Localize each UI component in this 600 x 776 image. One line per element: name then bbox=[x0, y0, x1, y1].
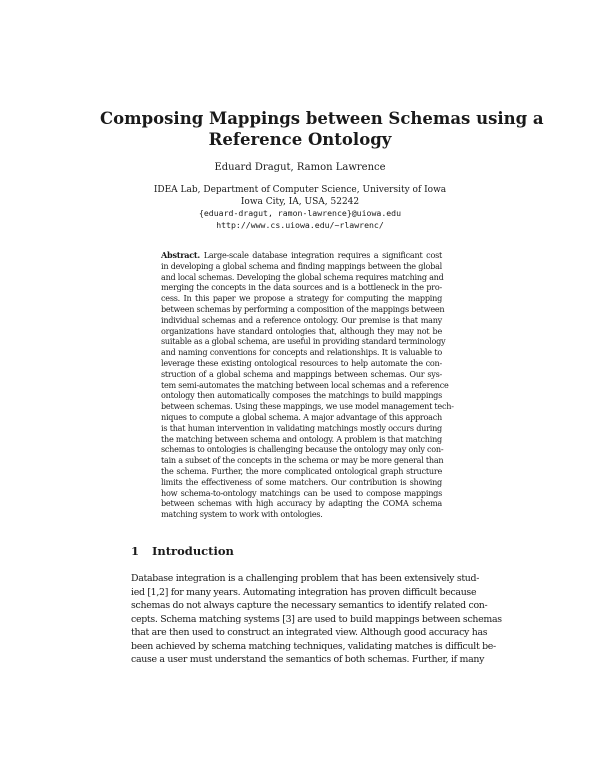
body-line: that are then used to construct an integrated view. Although good accuracy has bbox=[131, 627, 488, 638]
abstract-line: matching system to work with ontologies. bbox=[161, 509, 323, 520]
abstract-line: cess. In this paper we propose a strategy for computing the mapping bbox=[161, 293, 442, 304]
body-line: schemas do not always capture the necessary semantics to identify related con- bbox=[131, 600, 488, 611]
body-line: Database integration is a challenging problem that has been extensively stud- bbox=[131, 573, 480, 584]
abstract-line: in developing a global schema and finding mappings between the global bbox=[161, 260, 442, 271]
paper-title bbox=[100, 108, 544, 150]
authors: Eduard Dragut, Ramon Lawrence bbox=[214, 162, 386, 173]
abstract-line: merging the concepts in the data sources and is a bottleneck in the pro- bbox=[161, 282, 442, 293]
section-number: 1 bbox=[131, 544, 140, 558]
abstract-line: tem semi-automates the matching between local schemas and a reference bbox=[161, 379, 449, 390]
affiliation bbox=[100, 185, 500, 231]
abstract-line: leverage these existing ontological resources to help automate the con- bbox=[161, 357, 442, 368]
abstract-line: how schema-to-ontology matchings can be used to compose mappings bbox=[161, 487, 442, 498]
affiliation-url: http://www.cs.uiowa.edu/~rlawrenc/ bbox=[216, 219, 384, 230]
abstract-line: ontology then automatically composes the matchings to build mappings bbox=[161, 390, 442, 401]
abstract-line: tain a subset of the concepts in the schema or may be more general than bbox=[161, 455, 444, 466]
affiliation-city: Iowa City, IA, USA, 52242 bbox=[240, 196, 360, 207]
abstract bbox=[161, 250, 454, 520]
body-line: cause a user must understand the semantics of both schemas. Further, if many bbox=[131, 654, 485, 665]
abstract-line: schemas to ontologies is challenging because the ontology may only con- bbox=[161, 444, 444, 455]
body-line: been achieved by schema matching techniques, validating matches is difficult be- bbox=[131, 640, 496, 652]
abstract-line: is that human intervention in validating matchings mostly occurs during bbox=[161, 422, 442, 433]
title-line: Reference Ontology bbox=[208, 130, 392, 149]
abstract-line: the schema. Further, the more complicated ontological graph structure bbox=[161, 465, 442, 476]
abstract-label: Abstract. bbox=[161, 250, 200, 260]
abstract-line: suitable as a global schema, are useful in providing standard terminology bbox=[161, 336, 446, 347]
body-line: ied [1,2] for many years. Automating integration has proven difficult because bbox=[131, 586, 477, 598]
abstract-line: organizations have standard ontologies that, although they may not be bbox=[161, 325, 442, 336]
abstract-line: limits the effectiveness of some matchers. Our contribution is showing bbox=[161, 476, 442, 487]
abstract-line: individual schemas and a reference ontology. Our premise is that many bbox=[161, 314, 442, 325]
abstract-line: niques to compute a global schema. A major advantage of this approach bbox=[161, 411, 442, 422]
affiliation-org: IDEA Lab, Department of Computer Science, University of Iowa bbox=[153, 185, 447, 195]
affiliation-email: {eduard-dragut, ramon-lawrence}@uiowa.edu bbox=[198, 208, 402, 218]
body-line: cepts. Schema matching systems [3] are used to build mappings between schemas bbox=[131, 613, 502, 625]
section-title: Introduction bbox=[152, 544, 234, 558]
abstract-line: and local schemas. Developing the global schema requires matching and bbox=[161, 271, 444, 282]
title-line: Composing Mappings between Schemas using a bbox=[100, 109, 544, 128]
section-heading bbox=[131, 544, 234, 558]
abstract-line bbox=[161, 250, 442, 261]
abstract-line: between schemas with high accuracy by adapting the COMA schema bbox=[161, 498, 442, 509]
abstract-line: between schemas by performing a composition of the mappings between bbox=[161, 303, 445, 314]
abstract-line: struction of a global schema and mappings between schemas. Our sys- bbox=[161, 368, 442, 379]
abstract-line-text: Large-scale database integration requires a significant cost bbox=[199, 250, 442, 260]
abstract-line: and naming conventions for concepts and relationships. It is valuable to bbox=[161, 347, 442, 358]
abstract-line: between schemas. Using these mappings, we use model management tech- bbox=[161, 401, 454, 412]
body-text bbox=[131, 572, 502, 667]
abstract-line: the matching between schema and ontology. A problem is that matching bbox=[161, 433, 442, 444]
